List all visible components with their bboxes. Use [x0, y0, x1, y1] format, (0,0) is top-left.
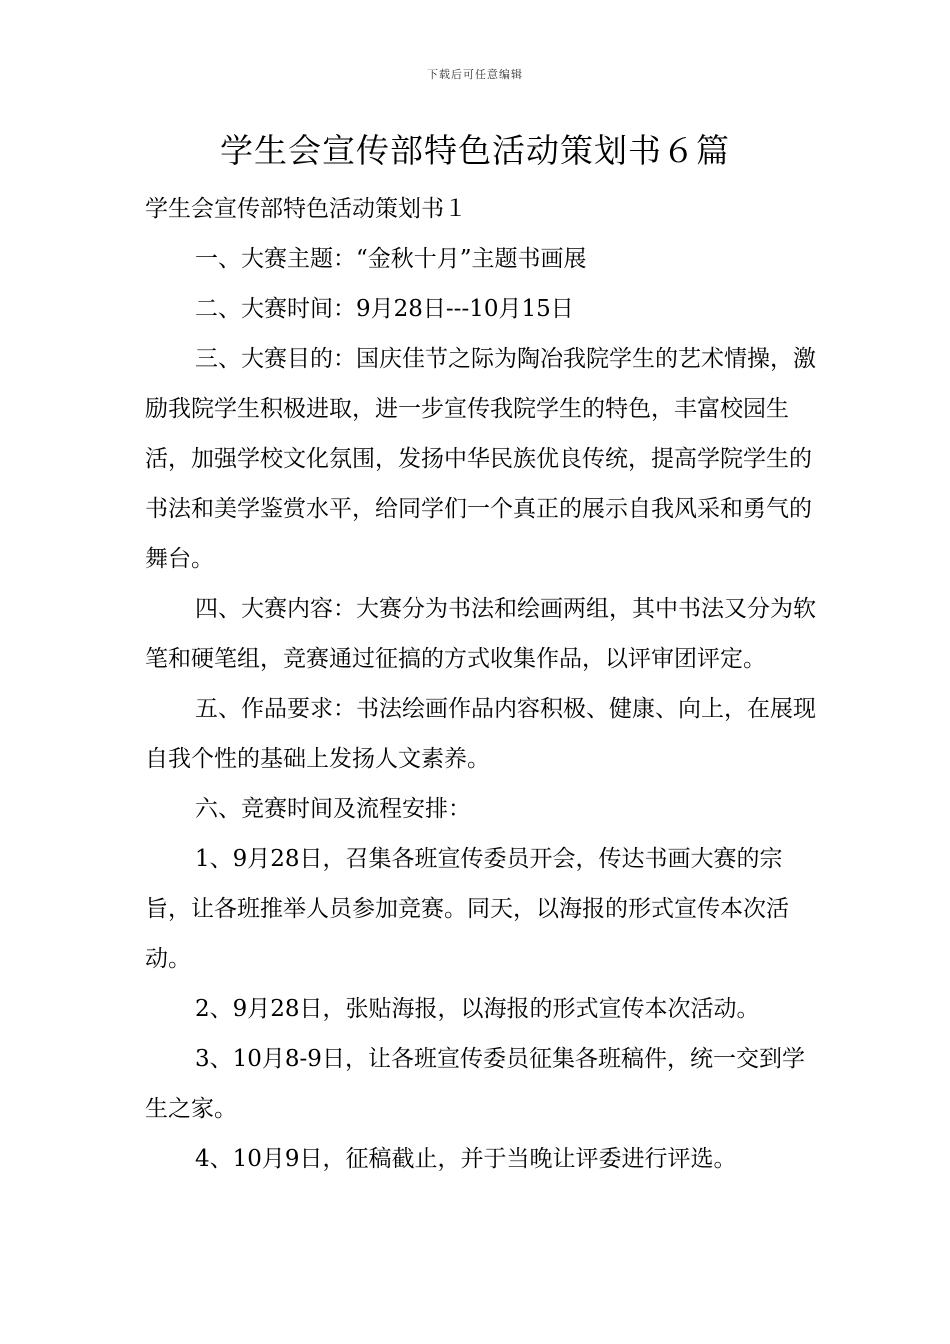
header-note: 下载后可任意编辑	[427, 68, 523, 81]
paragraph-time: 二、大赛时间：9月28日---10月15日	[195, 296, 574, 322]
paragraph-schedule-item-2: 2、9月28日，张贴海报，以海报的形式宣传本次活动。	[195, 996, 760, 1022]
paragraph-content: 四、大赛内容：大赛分为书法和绘画两组，其中书法又分为软笔和硬笔组，竞赛通过征搞的方式收集作品，以评审团评定。	[145, 596, 816, 672]
paragraph-purpose: 三、大赛目的：国庆佳节之际为陶冶我院学生的艺术情操，激励我院学生积极进取，进一步宣传我院学生的特色，丰富校园生活，加强学校文化氛围，发扬中华民族优良传统，提高学院学生的书法和美学鉴赏水平，给同学们一个真正的展示自我风采和勇气的舞台。	[145, 346, 816, 572]
paragraph-schedule-item-4: 4、10月9日，征稿截止，并于当晚让评委进行评选。	[195, 1146, 737, 1172]
paragraph-schedule-heading: 六、竞赛时间及流程安排：	[195, 796, 471, 822]
paragraph-schedule-item-3: 3、10月8-9日，让各班宣传委员征集各班稿件，统一交到学生之家。	[145, 1046, 805, 1122]
section-subtitle: 学生会宣传部特色活动策划书１	[145, 196, 467, 222]
document-title: 学生会宣传部特色活动策划书６篇	[220, 131, 730, 170]
paragraph-schedule-item-1: 1、9月28日，召集各班宣传委员开会，传达书画大赛的宗旨，让各班推举人员参加竞赛。同天，以海报的形式宣传本次活动。	[145, 846, 789, 972]
paragraph-theme: 一、大赛主题：“金秋十月”主题书画展	[195, 246, 587, 272]
paragraph-requirements: 五、作品要求：书法绘画作品内容积极、健康、向上，在展现自我个性的基础上发扬人文素养。	[145, 696, 816, 772]
document-body	[145, 184, 825, 1184]
